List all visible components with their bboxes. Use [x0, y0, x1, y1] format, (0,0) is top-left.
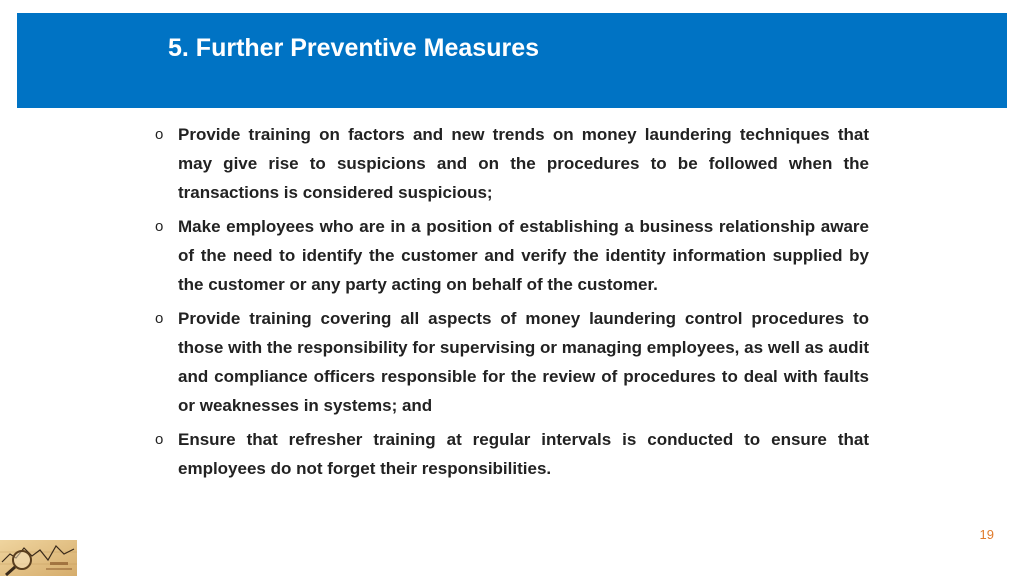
bullet-item: [155, 304, 869, 420]
chart-magnifier-logo-icon: [0, 540, 77, 576]
bullet-text: Provide training on factors and new trends on money laundering techniques that may give rise to suspicions and on the procedures to be followed when the transactions is considered suspicious;: [178, 125, 869, 202]
bullet-item: [155, 120, 869, 207]
bullet-text: Make employees who are in a position of establishing a business relationship aware of the need to identify the customer and verify the identity information supplied by the customer or any party acting on behalf of the customer.: [178, 217, 869, 294]
bullet-item: [155, 212, 869, 299]
bullet-text: Ensure that refresher training at regular intervals is conducted to ensure that employees do not forget their responsibilities.: [178, 430, 869, 478]
bullet-item: [155, 425, 869, 483]
slide-title: 5. Further Preventive Measures: [168, 34, 539, 62]
bullet-marker: o: [155, 126, 164, 143]
bullet-marker: o: [155, 218, 164, 235]
bullet-marker: o: [155, 310, 164, 327]
bullet-list: [155, 120, 869, 488]
bullet-marker: o: [155, 431, 164, 448]
bullet-text: Provide training covering all aspects of money laundering control procedures to those with the responsibility for supervising or managing employees, as well as audit and compliance officers responsible for the review of procedures to deal with faults or weaknesses in systems; and: [178, 309, 869, 415]
page-number: 19: [979, 527, 994, 542]
